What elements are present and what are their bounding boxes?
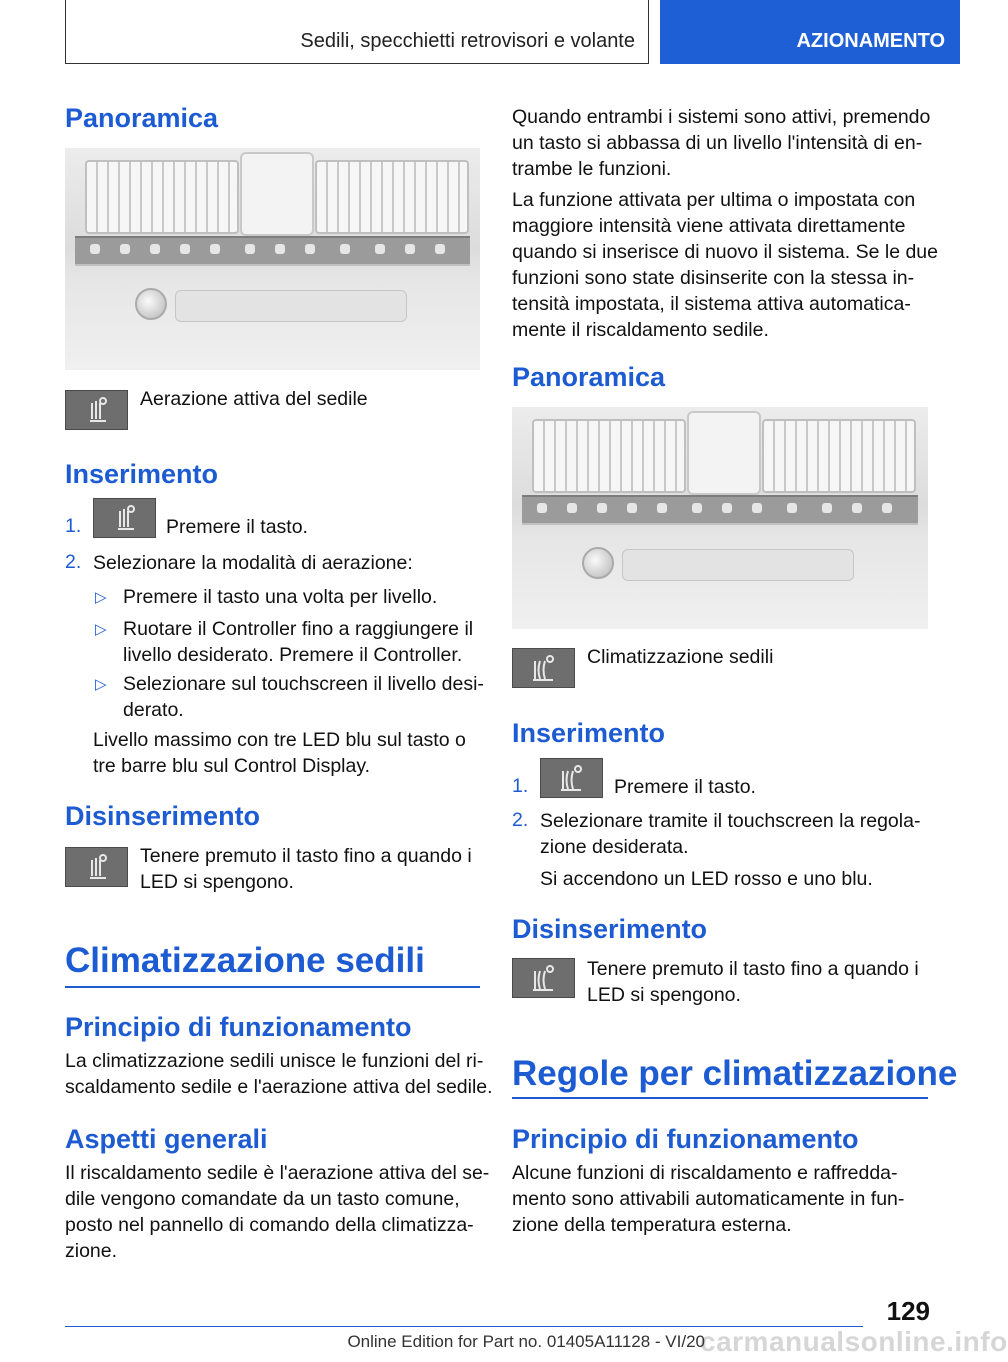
- seat-ventilation-button-icon: [93, 498, 156, 538]
- seat-ventilation-icon: [65, 847, 128, 887]
- left-bullet-2a: Ruotare il Controller fino a raggiungere il: [123, 618, 474, 640]
- right-intro-7: funzioni sono state disinserite con la stessa in-: [512, 267, 915, 289]
- right-principio-1: Alcune funzioni di riscaldamento e raffredda-: [512, 1162, 898, 1184]
- header-tab-label: AZIONAMENTO: [796, 30, 945, 52]
- page-number: 129: [886, 1296, 930, 1326]
- left-disins-text-1: Tenere premuto il tasto fino a quando i: [140, 845, 472, 867]
- left-bullet-3b: derato.: [123, 699, 184, 721]
- left-level-note-2: tre barre blu sul Control Display.: [93, 755, 371, 777]
- right-step1-text: Premere il tasto.: [614, 776, 756, 798]
- left-step2-text: Selezionare la modalità di aerazione:: [93, 552, 413, 574]
- left-icon-caption: Aerazione attiva del sedile: [140, 388, 368, 410]
- right-intro-3: trambe le funzioni.: [512, 158, 672, 180]
- right-step2-text-1: Selezionare tramite il touchscreen la regola-: [540, 810, 921, 832]
- left-aspetti-2: dile vengono comandate da un tasto comune,: [65, 1188, 460, 1210]
- header-section-title: Sedili, specchietti retrovisori e volante: [300, 30, 635, 52]
- seat-ventilation-icon: [65, 390, 128, 430]
- left-bullet-2b: livello desiderato. Premere il Controller.: [123, 644, 463, 666]
- left-chapter-title: Climatizzazione sedili: [65, 941, 425, 980]
- left-principio-1: La climatizzazione sedili unisce le funzioni del ri-: [65, 1050, 484, 1072]
- right-disinserimento-heading: Disinserimento: [512, 914, 708, 944]
- header-tab[interactable]: [660, 0, 960, 64]
- right-chapter-title: Regole per climatizzazione: [512, 1054, 958, 1093]
- bullet-marker: ▷: [95, 589, 107, 606]
- right-intro-1: Quando entrambi i sistemi sono attivi, premendo: [512, 106, 931, 128]
- right-intro-9: mente il riscaldamento sedile.: [512, 319, 769, 341]
- left-step1-text: Premere il tasto.: [166, 516, 308, 538]
- left-aspetti-3: posto nel pannello di comando della climatizza-: [65, 1214, 474, 1236]
- seat-climate-button-icon: [540, 758, 603, 798]
- right-step2-note: Si accendono un LED rosso e uno blu.: [540, 868, 873, 890]
- chapter-rule: [512, 1097, 928, 1099]
- right-principio-heading: Principio di funzionamento: [512, 1124, 859, 1154]
- seat-climate-icon: [512, 958, 575, 998]
- right-step2-text-2: zione desiderata.: [540, 836, 689, 858]
- left-step2-num: 2.: [65, 551, 82, 573]
- right-intro-4: La funzione attivata per ultima o impostata con: [512, 189, 916, 211]
- chapter-rule: [65, 986, 480, 988]
- bullet-marker: ▷: [95, 621, 107, 638]
- left-principio-2: scaldamento sedile e l'aerazione attiva del sedile.: [65, 1076, 493, 1098]
- left-bullet-1: Premere il tasto una volta per livello.: [123, 586, 438, 608]
- seat-climate-icon: [512, 648, 575, 688]
- left-disinserimento-heading: Disinserimento: [65, 801, 261, 831]
- left-principio-heading: Principio di funzionamento: [65, 1012, 412, 1042]
- right-principio-3: zione della temperatura esterna.: [512, 1214, 792, 1236]
- right-panoramica-heading: Panoramica: [512, 362, 666, 392]
- right-disins-text-1: Tenere premuto il tasto fino a quando i: [587, 958, 919, 980]
- right-intro-5: maggiore intensità viene attivata direttamente: [512, 215, 906, 237]
- footer-edition: Online Edition for Part no. 01405A11128 - VI/20: [347, 1332, 705, 1351]
- left-panoramica-heading: Panoramica: [65, 103, 219, 133]
- left-aspetti-1: Il riscaldamento sedile è l'aerazione attiva del se-: [65, 1162, 490, 1184]
- right-step2-num: 2.: [512, 809, 529, 831]
- climate-panel-photo-left: [65, 148, 480, 370]
- climate-panel-photo-right: [512, 407, 928, 629]
- right-icon-caption: Climatizzazione sedili: [587, 646, 774, 668]
- left-step1-num: 1.: [65, 515, 82, 537]
- right-disins-text-2: LED si spengono.: [587, 984, 741, 1006]
- right-intro-2: un tasto si abbassa di un livello l'intensità di en-: [512, 132, 923, 154]
- right-intro-6: quando si inserisce di nuovo il sistema. Se le due: [512, 241, 938, 263]
- watermark: carmanualsonline.info: [700, 1326, 1008, 1357]
- right-step1-num: 1.: [512, 775, 529, 797]
- left-aspetti-4: zione.: [65, 1240, 118, 1262]
- left-bullet-3a: Selezionare sul touchscreen il livello desi-: [123, 673, 484, 695]
- left-aspetti-heading: Aspetti generali: [65, 1124, 268, 1154]
- right-principio-2: mento sono attivabili automaticamente in fun-: [512, 1188, 905, 1210]
- left-level-note-1: Livello massimo con tre LED blu sul tasto o: [93, 729, 466, 751]
- bullet-marker: ▷: [95, 676, 107, 693]
- left-inserimento-heading: Inserimento: [65, 459, 219, 489]
- right-intro-8: tensità impostata, il sistema attiva automatica-: [512, 293, 911, 315]
- right-inserimento-heading: Inserimento: [512, 718, 666, 748]
- left-disins-text-2: LED si spengono.: [140, 871, 294, 893]
